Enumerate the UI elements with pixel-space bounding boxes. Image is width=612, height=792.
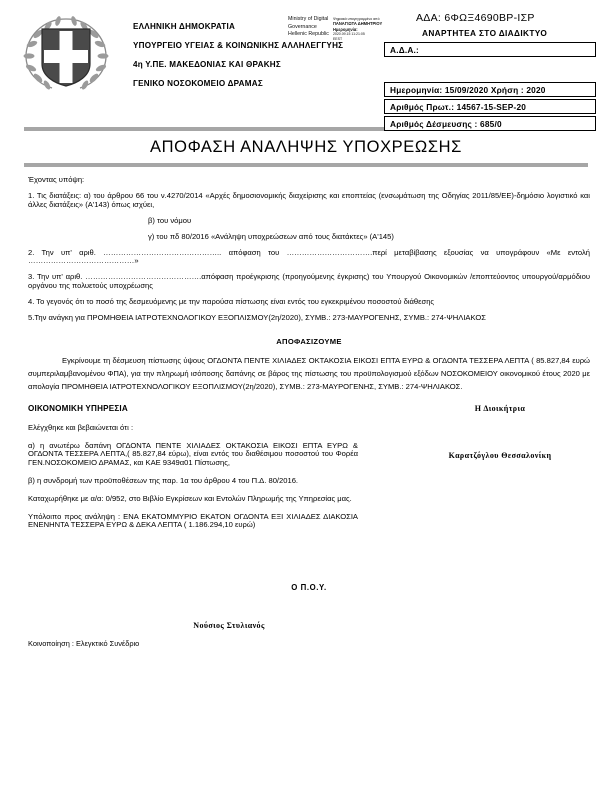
greek-coat-of-arms-emblem — [22, 16, 110, 90]
date-field-box: Ημερομηνία: 15/09/2020 Χρήση : 2020 — [384, 82, 596, 97]
preamble-item-2: 2. Την υπ' αριθ. ……………………………………….. απόφαση του …………………………….περί μεταβίβασης εξουσίας να υπογράφουν «Με εντολή ……………………………………» — [28, 247, 590, 265]
ada-code-text: ΑΔΑ: 6ΦΩΞ4690ΒΡ-ΙΣΡ — [416, 12, 535, 24]
page-title: ΑΠΟΦΑΣΗ ΑΝΑΛΗΨΗΣ ΥΠΟΧΡΕΩΣΗΣ — [150, 138, 462, 156]
preamble-item-5: 5.Την ανάγκη για ΠΡΟΜΗΘΕΙΑ ΙΑΤΡΟΤΕΧΝΟΛΟΓΙΚΟΥ ΕΞΟΠΛΙΣΜΟΥ(2η/2020), ΣΥΜΒ.: 273-ΜΑΥΡΟΓΕΝΗΣ, ΣΥΜΒ.: 274-ΨΗΛΙΑΚΟΣ — [28, 312, 486, 322]
preamble-item-1c: γ) του πδ 80/2016 «Ανάληψη υποχρεώσεων από τους διατάκτες» (Α'145) — [148, 231, 394, 241]
financial-and-signature-columns — [28, 405, 590, 575]
org-line-health-region: 4η Υ.ΠΕ. ΜΑΚΕΔΟΝΙΑΣ ΚΑΙ ΘΡΑΚΗΣ — [133, 59, 281, 69]
ada-field-box: Α.Δ.Α.: — [384, 42, 596, 57]
financial-service-item-b: β) η συνδρομή των προϋποθέσεων της παρ. 1α του άρθρου 4 του Π.Δ. 80/2016. — [28, 475, 299, 485]
protocol-field-box: Αριθμός Πρωτ.: 14567-15-SEP-20 — [384, 99, 596, 114]
document-header — [0, 0, 612, 129]
stamp-signature-gr: Ψηφιακά υπογεγραμμένο από ΠΑΝΑΓΙΩΤΑ ΔΗΜΗΤΡΙΟΥ Ημερομηνία: 2020.09.15 11:21:05 EEST — [332, 16, 383, 41]
financial-service-item-a: α) η ανωτέρω δαπάνη ΟΓΔΟΝΤΑ ΠΕΝΤΕ ΧΙΛΙΑΔΕΣ ΟΚΤΑΚΟΣΙΑ ΕΙΚΟΣΙ ΕΠΤΑ ΕΥΡΩ & ΟΓΔΟΝΤΑ ΤΕΣΣΕΡΑ ΛΕΠΤΑ,( 85.827,84 εύρω), είναι εντός του διαθέσιμου ποσοστού του Φορέα ΓΕΝ.ΝΟΣΟΚΟΜΕΙΟ ΔΡΑΜΑΣ, και ΚΑΕ 9349α01 Πίστωσης, — [28, 440, 358, 467]
title-bar-bottom — [24, 163, 588, 167]
preamble-item-1: 1. Τις διατάξεις: α) του άρθρου 66 του ν.4270/2014 «Αρχές δημοσιονομικής διαχείρισης και εποπτείας (ενσωμάτωση της Οδηγίας 2011/85/ΕΕ)-δημόσιο λογιστικό και άλλες διατάξεις» (Α'143) όπως ισχύει, — [28, 191, 590, 209]
preamble-intro: Έχοντας υπόψη: — [28, 175, 85, 184]
director-name: Καρατζόγλου Θεσσαλονίκη — [448, 450, 552, 460]
anartitea-label: ΑΝΑΡΤΗΤΕΑ ΣΤΟ ΔΙΑΔΙΚΤΥΟ — [422, 28, 548, 38]
director-signature-block — [380, 405, 612, 460]
preamble-item-1b: β) του νόμου — [148, 215, 192, 225]
footer-signer-name: Νούσιος Στυλιανός — [193, 621, 265, 631]
financial-service-heading: ΟΙΚΟΝΟΜΙΚΗ ΥΠΗΡΕΣΙΑ — [28, 404, 128, 414]
org-line-hospital: ΓΕΝΙΚΟ ΝΟΣΟΚΟΜΕΙΟ ΔΡΑΜΑΣ — [133, 78, 263, 88]
org-line-ministry: ΥΠΟΥΡΓΕΙΟ ΥΓΕΙΑΣ & ΚΟΙΝΩΝΙΚΗΣ ΑΛΛΗΛΕΓΓΥΗΣ — [133, 40, 344, 50]
opoy-label: Ο Π.Ο.Υ. — [291, 583, 327, 593]
financial-service-registration: Καταχωρήθηκε με α/α: 0/952, στο Βιβλίο Εγκρίσεων και Εντολών Πληρωμής της Υπηρεσίας μας. — [28, 493, 352, 503]
financial-service-balance: Υπόλοιπο προς ανάληψη : ΕΝΑ ΕΚΑΤΟΜΜΥΡΙΟ ΕΚΑΤΟΝ ΟΓΔΟΝΤΑ ΕΞΙ ΧΙΛΙΑΔΕΣ ΔΙΑΚΟΣΙΑ ΕΝΕΝΗΝΤΑ ΤΕΣΣΕΡΑ ΕΥΡΩ & ΔΕΚΑ ΛΕΠΤΑ ( 1.186.294,10 ευρώ) — [28, 511, 358, 530]
document-body — [0, 176, 612, 647]
org-line-republic: ΕΛΛΗΝΙΚΗ ΔΗΜΟΚΡΑΤΙΑ — [133, 22, 236, 31]
preamble-item-3: 3. Την υπ' αριθ. ……………………………………….απόφαση προέγκρισης (προηγούμενης έγκρισης) του Υπουργού Οικονομικών /εποπτεύοντος υπουργού/αρμόδιου οργάνου της πολυετούς υποχρέωσης — [28, 272, 590, 290]
financial-service-block — [28, 405, 358, 529]
financial-service-intro: Ελέγχθηκε και βεβαιώνεται ότι : — [28, 422, 134, 432]
organization-header-block — [133, 23, 373, 99]
director-role: Η Διοικήτρια — [474, 404, 526, 414]
stamp-authority-en: Ministry of Digital Governance Hellenic Republic — [288, 16, 329, 38]
notification-line: Κοινοποίηση : Ελεγκτικό Συνέδριο — [28, 638, 140, 648]
decision-heading: ΑΠΟΦΑΣΙΖΟΥΜΕ — [276, 337, 342, 346]
commitment-field-box: Αριθμός Δέσμευσης : 685/0 — [384, 116, 596, 131]
decision-paragraph: Εγκρίνουμε τη δέσμευση πίστωσης ύψους ΟΓΔΟΝΤΑ ΠΕΝΤΕ ΧΙΛΙΑΔΕΣ ΟΚΤΑΚΟΣΙΑ ΕΙΚΟΣΙ ΕΠΤΑ ΕΥΡΩ & ΟΓΔΟΝΤΑ ΤΕΣΣΕΡΑ ΛΕΠΤΑ ( 85.827,84 ευρώ συμπεριλαμβανομένου ΦΠΑ), για την πληρωμή ισόποσης δαπάνης σε βάρος της πίστωσης του προϋπολογισμού εξόδων ΝΟΣΟΚΟΜΕΙΟΥ οικονομικού έτους 2020 με απολογία ΠΡΟΜΗΘΕΙΑ ΙΑΤΡΟΤΕΧΝΟΛΟΓΙΚΟΥ ΕΞΟΠΛΙΣΜΟΥ(2η/2020), ΣΥΜΒ.: 273-ΜΑΥΡΟΓΕΝΗΣ, ΣΥΜΒ.: 274-ΨΗΛΙΑΚΟΣ. — [28, 355, 590, 392]
preamble-item-4: 4. Το γεγονός ότι το ποσό της δεσμευόμενης με την παρούσα πίστωσης είναι εντός του εγκεκριμένου ποσοστού διάθεσης — [28, 296, 435, 306]
